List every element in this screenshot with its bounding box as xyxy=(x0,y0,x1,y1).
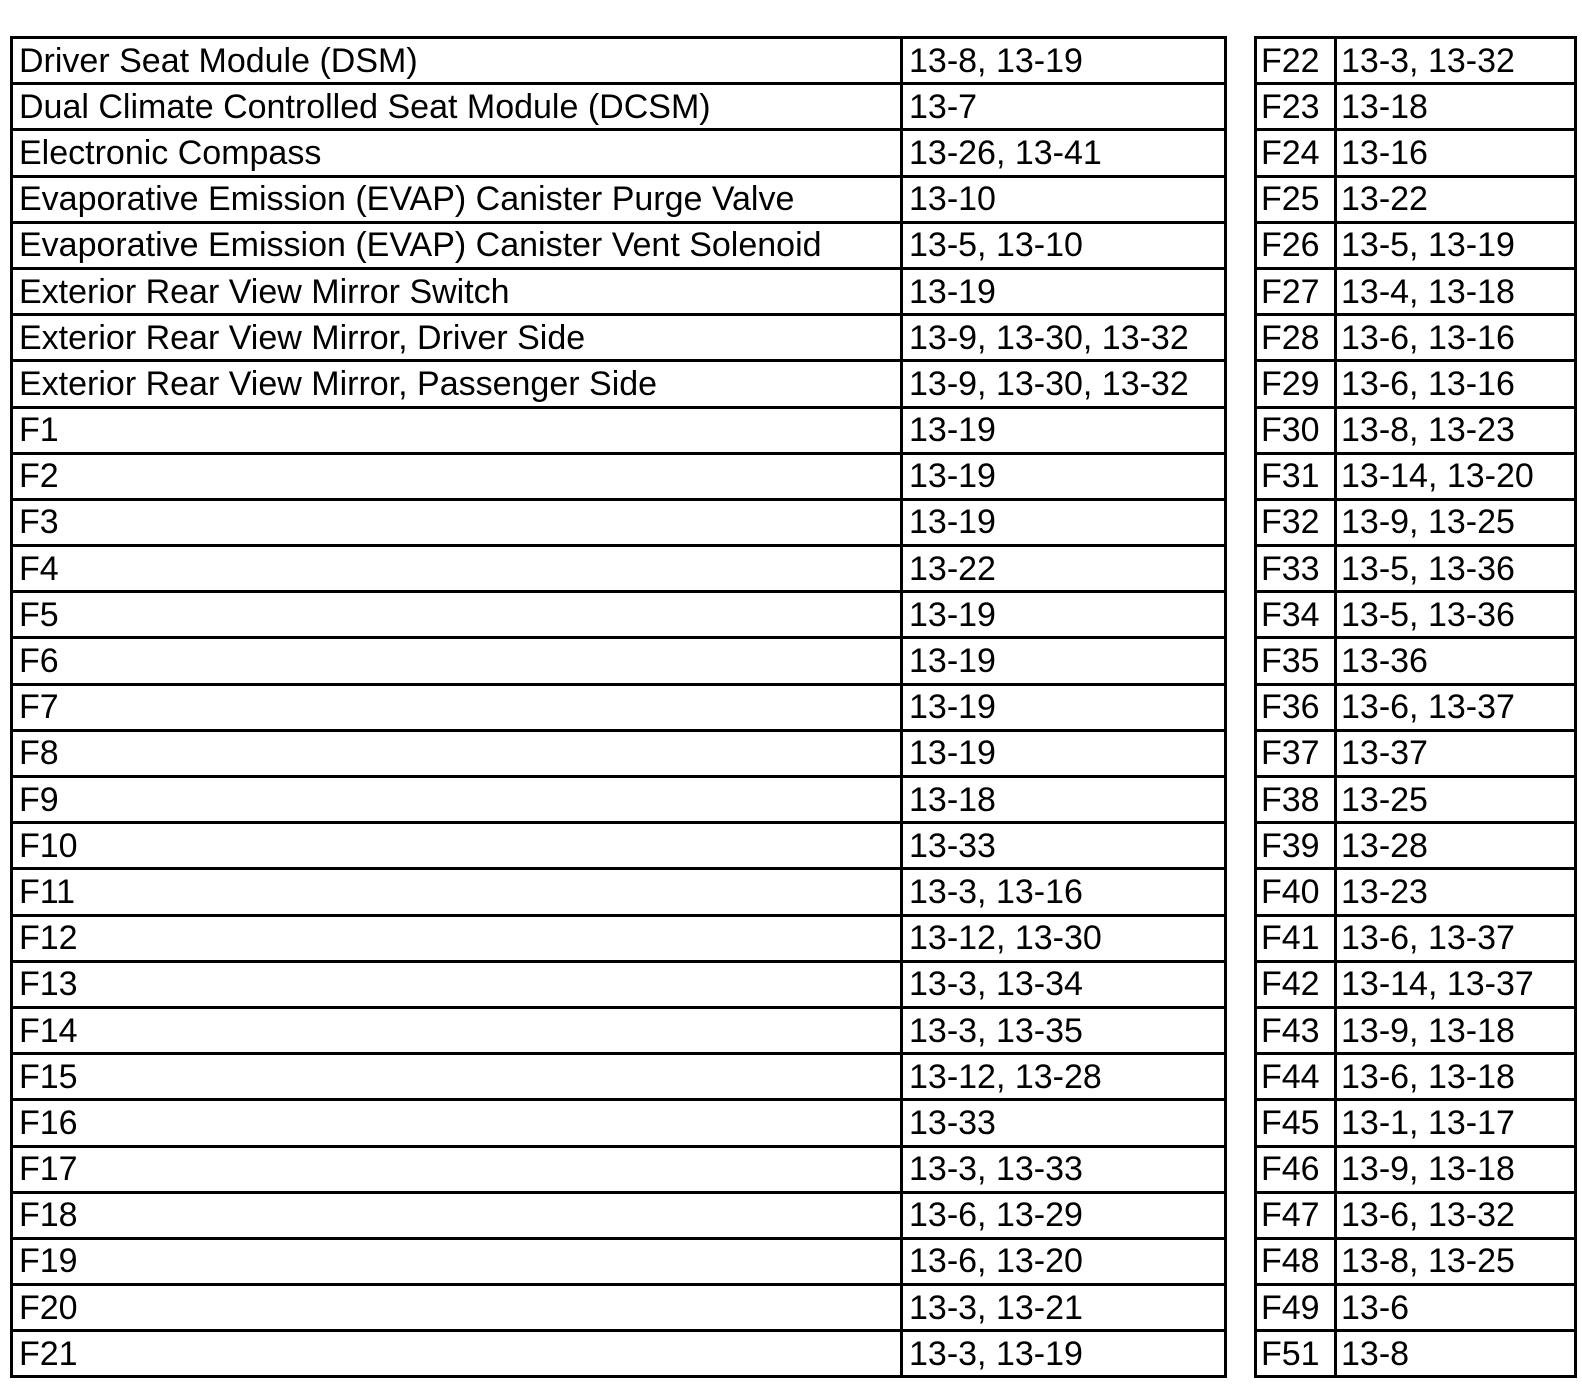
component-name-cell: F3 xyxy=(12,499,902,545)
component-pages-cell: 13-12, 13-30 xyxy=(902,915,1226,961)
fuse-pages-cell: 13-8, 13-23 xyxy=(1336,407,1576,453)
fuse-pages-cell: 13-18 xyxy=(1336,84,1576,130)
fuse-name-cell: F27 xyxy=(1256,268,1336,314)
fuse-pages-cell: 13-36 xyxy=(1336,638,1576,684)
fuse-pages-cell: 13-8 xyxy=(1336,1331,1576,1377)
fuse-pages-cell: 13-6 xyxy=(1336,1285,1576,1331)
column-gap xyxy=(1226,684,1256,730)
component-name-cell: F11 xyxy=(12,869,902,915)
component-pages-cell: 13-10 xyxy=(902,176,1226,222)
component-pages-cell: 13-6, 13-20 xyxy=(902,1238,1226,1284)
column-gap xyxy=(1226,315,1256,361)
fuse-pages-cell: 13-5, 13-36 xyxy=(1336,546,1576,592)
fuse-name-cell: F41 xyxy=(1256,915,1336,961)
component-index-table xyxy=(10,36,1577,1378)
fuse-name-cell: F23 xyxy=(1256,84,1336,130)
table-row xyxy=(12,1331,1576,1377)
component-name-cell: F19 xyxy=(12,1238,902,1284)
component-pages-cell: 13-3, 13-21 xyxy=(902,1285,1226,1331)
component-pages-cell: 13-33 xyxy=(902,823,1226,869)
fuse-pages-cell: 13-23 xyxy=(1336,869,1576,915)
component-pages-cell: 13-19 xyxy=(902,730,1226,776)
column-gap xyxy=(1226,1331,1256,1377)
fuse-name-cell: F45 xyxy=(1256,1100,1336,1146)
component-name-cell: F8 xyxy=(12,730,902,776)
component-pages-cell: 13-9, 13-30, 13-32 xyxy=(902,315,1226,361)
component-pages-cell: 13-7 xyxy=(902,84,1226,130)
table-row xyxy=(12,38,1576,84)
component-pages-cell: 13-9, 13-30, 13-32 xyxy=(902,361,1226,407)
column-gap xyxy=(1226,130,1256,176)
component-name-cell: F18 xyxy=(12,1192,902,1238)
fuse-pages-cell: 13-1, 13-17 xyxy=(1336,1100,1576,1146)
fuse-pages-cell: 13-16 xyxy=(1336,130,1576,176)
table-row xyxy=(12,869,1576,915)
component-pages-cell: 13-19 xyxy=(902,684,1226,730)
fuse-pages-cell: 13-14, 13-20 xyxy=(1336,453,1576,499)
table-row xyxy=(12,130,1576,176)
component-name-cell: F4 xyxy=(12,546,902,592)
component-name-cell: Electronic Compass xyxy=(12,130,902,176)
fuse-name-cell: F32 xyxy=(1256,499,1336,545)
component-pages-cell: 13-19 xyxy=(902,638,1226,684)
column-gap xyxy=(1226,869,1256,915)
column-gap xyxy=(1226,777,1256,823)
fuse-name-cell: F28 xyxy=(1256,315,1336,361)
component-name-cell: F10 xyxy=(12,823,902,869)
fuse-pages-cell: 13-9, 13-25 xyxy=(1336,499,1576,545)
component-pages-cell: 13-8, 13-19 xyxy=(902,38,1226,84)
fuse-name-cell: F22 xyxy=(1256,38,1336,84)
component-pages-cell: 13-3, 13-34 xyxy=(902,961,1226,1007)
column-gap xyxy=(1226,1146,1256,1192)
component-name-cell: F12 xyxy=(12,915,902,961)
column-gap xyxy=(1226,1007,1256,1053)
component-pages-cell: 13-19 xyxy=(902,499,1226,545)
table-row xyxy=(12,1192,1576,1238)
fuse-name-cell: F31 xyxy=(1256,453,1336,499)
column-gap xyxy=(1226,1100,1256,1146)
table-row xyxy=(12,1146,1576,1192)
fuse-name-cell: F38 xyxy=(1256,777,1336,823)
component-pages-cell: 13-5, 13-10 xyxy=(902,222,1226,268)
component-pages-cell: 13-6, 13-29 xyxy=(902,1192,1226,1238)
fuse-name-cell: F35 xyxy=(1256,638,1336,684)
fuse-pages-cell: 13-14, 13-37 xyxy=(1336,961,1576,1007)
fuse-pages-cell: 13-9, 13-18 xyxy=(1336,1146,1576,1192)
table-row xyxy=(12,499,1576,545)
fuse-pages-cell: 13-37 xyxy=(1336,730,1576,776)
fuse-pages-cell: 13-9, 13-18 xyxy=(1336,1007,1576,1053)
component-index-body xyxy=(12,38,1576,1377)
fuse-pages-cell: 13-4, 13-18 xyxy=(1336,268,1576,314)
fuse-name-cell: F39 xyxy=(1256,823,1336,869)
component-name-cell: Evaporative Emission (EVAP) Canister Purge Valve xyxy=(12,176,902,222)
table-row xyxy=(12,315,1576,361)
column-gap xyxy=(1226,638,1256,684)
column-gap xyxy=(1226,1192,1256,1238)
table-row xyxy=(12,1100,1576,1146)
column-gap xyxy=(1226,592,1256,638)
table-row xyxy=(12,638,1576,684)
component-pages-cell: 13-3, 13-33 xyxy=(902,1146,1226,1192)
column-gap xyxy=(1226,407,1256,453)
component-name-cell: F14 xyxy=(12,1007,902,1053)
fuse-name-cell: F47 xyxy=(1256,1192,1336,1238)
component-name-cell: Exterior Rear View Mirror Switch xyxy=(12,268,902,314)
table-row xyxy=(12,915,1576,961)
fuse-name-cell: F29 xyxy=(1256,361,1336,407)
component-name-cell: F13 xyxy=(12,961,902,1007)
component-pages-cell: 13-33 xyxy=(902,1100,1226,1146)
fuse-name-cell: F40 xyxy=(1256,869,1336,915)
fuse-pages-cell: 13-6, 13-32 xyxy=(1336,1192,1576,1238)
column-gap xyxy=(1226,730,1256,776)
component-name-cell: Dual Climate Controlled Seat Module (DCSM) xyxy=(12,84,902,130)
fuse-pages-cell: 13-5, 13-19 xyxy=(1336,222,1576,268)
component-name-cell: F1 xyxy=(12,407,902,453)
column-gap xyxy=(1226,222,1256,268)
fuse-pages-cell: 13-25 xyxy=(1336,777,1576,823)
fuse-name-cell: F46 xyxy=(1256,1146,1336,1192)
table-row xyxy=(12,176,1576,222)
table-row xyxy=(12,1054,1576,1100)
table-row xyxy=(12,1238,1576,1284)
fuse-pages-cell: 13-8, 13-25 xyxy=(1336,1238,1576,1284)
component-pages-cell: 13-18 xyxy=(902,777,1226,823)
column-gap xyxy=(1226,546,1256,592)
column-gap xyxy=(1226,361,1256,407)
component-pages-cell: 13-3, 13-19 xyxy=(902,1331,1226,1377)
fuse-name-cell: F33 xyxy=(1256,546,1336,592)
fuse-name-cell: F43 xyxy=(1256,1007,1336,1053)
component-name-cell: F17 xyxy=(12,1146,902,1192)
table-row xyxy=(12,222,1576,268)
table-row xyxy=(12,961,1576,1007)
component-name-cell: Driver Seat Module (DSM) xyxy=(12,38,902,84)
component-pages-cell: 13-12, 13-28 xyxy=(902,1054,1226,1100)
component-name-cell: F7 xyxy=(12,684,902,730)
column-gap xyxy=(1226,1054,1256,1100)
component-name-cell: F16 xyxy=(12,1100,902,1146)
column-gap xyxy=(1226,499,1256,545)
component-name-cell: F5 xyxy=(12,592,902,638)
fuse-pages-cell: 13-3, 13-32 xyxy=(1336,38,1576,84)
column-gap xyxy=(1226,453,1256,499)
component-name-cell: Exterior Rear View Mirror, Passenger Side xyxy=(12,361,902,407)
column-gap xyxy=(1226,1238,1256,1284)
column-gap xyxy=(1226,823,1256,869)
fuse-pages-cell: 13-6, 13-37 xyxy=(1336,915,1576,961)
component-name-cell: Evaporative Emission (EVAP) Canister Vent Solenoid xyxy=(12,222,902,268)
fuse-name-cell: F49 xyxy=(1256,1285,1336,1331)
fuse-name-cell: F34 xyxy=(1256,592,1336,638)
column-gap xyxy=(1226,268,1256,314)
table-row xyxy=(12,453,1576,499)
component-pages-cell: 13-19 xyxy=(902,453,1226,499)
component-pages-cell: 13-3, 13-35 xyxy=(902,1007,1226,1053)
fuse-pages-cell: 13-6, 13-37 xyxy=(1336,684,1576,730)
table-row xyxy=(12,684,1576,730)
fuse-name-cell: F30 xyxy=(1256,407,1336,453)
fuse-pages-cell: 13-22 xyxy=(1336,176,1576,222)
component-name-cell: F15 xyxy=(12,1054,902,1100)
component-pages-cell: 13-19 xyxy=(902,592,1226,638)
fuse-pages-cell: 13-6, 13-16 xyxy=(1336,315,1576,361)
component-name-cell: F6 xyxy=(12,638,902,684)
table-row xyxy=(12,592,1576,638)
column-gap xyxy=(1226,38,1256,84)
fuse-name-cell: F44 xyxy=(1256,1054,1336,1100)
component-name-cell: Exterior Rear View Mirror, Driver Side xyxy=(12,315,902,361)
fuse-pages-cell: 13-6, 13-18 xyxy=(1336,1054,1576,1100)
component-pages-cell: 13-19 xyxy=(902,268,1226,314)
fuse-name-cell: F36 xyxy=(1256,684,1336,730)
fuse-name-cell: F37 xyxy=(1256,730,1336,776)
fuse-name-cell: F42 xyxy=(1256,961,1336,1007)
component-name-cell: F21 xyxy=(12,1331,902,1377)
table-row xyxy=(12,407,1576,453)
table-row xyxy=(12,1285,1576,1331)
fuse-name-cell: F26 xyxy=(1256,222,1336,268)
table-row xyxy=(12,546,1576,592)
fuse-name-cell: F25 xyxy=(1256,176,1336,222)
fuse-pages-cell: 13-6, 13-16 xyxy=(1336,361,1576,407)
column-gap xyxy=(1226,961,1256,1007)
fuse-name-cell: F48 xyxy=(1256,1238,1336,1284)
table-row xyxy=(12,84,1576,130)
column-gap xyxy=(1226,84,1256,130)
table-row xyxy=(12,777,1576,823)
fuse-name-cell: F24 xyxy=(1256,130,1336,176)
component-pages-cell: 13-3, 13-16 xyxy=(902,869,1226,915)
component-name-cell: F2 xyxy=(12,453,902,499)
column-gap xyxy=(1226,1285,1256,1331)
component-pages-cell: 13-19 xyxy=(902,407,1226,453)
column-gap xyxy=(1226,176,1256,222)
component-pages-cell: 13-26, 13-41 xyxy=(902,130,1226,176)
table-row xyxy=(12,268,1576,314)
fuse-name-cell: F51 xyxy=(1256,1331,1336,1377)
table-row xyxy=(12,730,1576,776)
component-name-cell: F20 xyxy=(12,1285,902,1331)
column-gap xyxy=(1226,915,1256,961)
table-row xyxy=(12,1007,1576,1053)
table-row xyxy=(12,823,1576,869)
fuse-pages-cell: 13-28 xyxy=(1336,823,1576,869)
table-row xyxy=(12,361,1576,407)
component-name-cell: F9 xyxy=(12,777,902,823)
component-pages-cell: 13-22 xyxy=(902,546,1226,592)
fuse-pages-cell: 13-5, 13-36 xyxy=(1336,592,1576,638)
